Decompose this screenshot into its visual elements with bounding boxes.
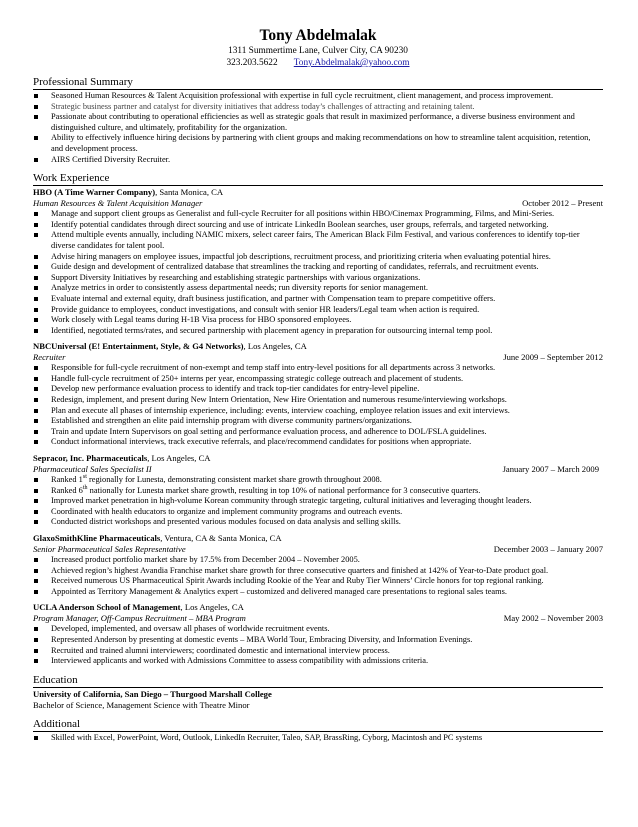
company-location: , Ventura, CA & Santa Monica, CA [160,533,282,543]
job-dates: May 2002 – November 2003 [503,613,603,624]
job-title: Senior Pharmaceutical Sales Representative [33,544,186,554]
bullet-icon [34,558,38,562]
bullet-icon [34,158,38,162]
list-item: Evaluate internal and external equity, draft business justification, and partner with Compensation team to prepare competitive offers. [33,294,603,305]
degree: Bachelor of Science, Management Science with Theatre Minor [33,699,250,710]
list-item: Attend multiple events annually, including NAMIC mixers, select career fairs, The American Black Film Festival, and various conferences to identify top-tier diverse candidates for talent pool. [33,230,603,251]
bullet-icon [34,419,38,423]
company-location: , Los Angeles, CA [147,453,211,464]
company-location: , Los Angeles, CA [180,602,244,613]
employer-line [33,602,603,613]
list-item: Support Diversity Initiatives by researching and establishing strategic partnerships with various organizations. [33,273,603,284]
education-heading: Education [33,673,78,686]
list-item: Conduct informational interviews, track executive referrals, and place/recommend candidates for positions when appropriate. [33,437,603,448]
bullet-icon [34,489,38,493]
section-divider [33,687,603,688]
employer-line [33,453,603,464]
bullet-icon [34,94,38,98]
bullet-icon [34,387,38,391]
list-item: Conducted district workshops and presented various modules focused on data analysis and selling skills. [33,517,603,528]
bullet-icon [34,366,38,370]
list-item: Seasoned Human Resources & Talent Acquisition professional with expertise in full cycle recruitment, client management, and process improvement. [33,91,603,102]
bullet-icon [34,649,38,653]
bullet-icon [34,736,38,740]
bullet-icon [34,223,38,227]
additional-list [33,733,603,744]
section-divider [33,185,603,186]
bullet-icon [34,329,38,333]
company-name: NBCUniversal (E! Entertainment, Style, & G4 Networks) [33,341,244,352]
job-bullets [33,475,603,528]
summary-list [33,91,603,165]
list-item: Analyze metrics in order to consistently assess departmental needs; run diversity reports for senior management. [33,283,603,294]
job-bullets [33,555,603,597]
list-item: Provide guidance to employees, conduct investigations, and consult with senior HR leaders/Legal team when action is required. [33,305,603,316]
contact-line [33,57,603,69]
role-line [33,544,603,555]
list-item: Ranked 1st regionally for Lunesta, demonstrating consistent market share growth throughout 2008. [33,475,603,486]
role-line [33,613,603,624]
list-item: Represented Anderson by presenting at domestic events – MBA World Tour, Embracing Diversity, and Information Evenings. [33,635,603,646]
job-dates: October 2012 – Present [522,198,603,209]
job-title: Human Resources & Talent Acquisition Manager [33,198,203,209]
company-name: Sepracor, Inc. Pharmaceuticals [33,453,148,464]
list-item: Appointed as Territory Management & Analytics expert – customized and delivered managed care presentations to regional sales teams. [33,587,603,598]
section-divider [33,89,603,90]
list-item: Identified, negotiated terms/rates, and secured partnership with placement agency in preparation for outsourcing internal temp pool. [33,326,603,337]
job-title: Recruiter [33,352,66,363]
list-item: Improved market penetration in high-volume Korean community through strategic targeting, cultural initiatives and leveraging thought leaders. [33,496,603,507]
email-link[interactable]: Tony.Abdelmalak@yahoo.com [293,58,410,68]
list-item: Guide design and development of centralized database that streamlines the tracking and reporting of candidates, referrals, and recruitment events. [33,262,603,273]
list-item: Achieved region’s highest Avandia Franchise market share growth for three consecutive quarters and finished at 142% of Year-to-Date product goal. [33,566,603,577]
ordinal-suffix: th [82,484,88,491]
employer-line [33,187,603,198]
bullet-icon [34,255,38,259]
employer-line [33,341,603,352]
summary-heading: Professional Summary [33,76,133,88]
bullet-icon [34,265,38,269]
experience-heading: Work Experience [33,172,110,185]
bullet-icon [34,297,38,301]
bullet-icon [34,377,38,381]
job-title: Pharmaceutical Sales Specialist II [33,464,152,475]
list-item: Ability to effectively influence hiring decisions by partnering with client groups and making recommendations on how to streamline talent acquisition, retention, and development process. [33,133,603,154]
section-divider [33,731,603,732]
role-line [33,198,603,209]
additional-heading: Additional [33,717,81,730]
bullet-icon [34,569,38,573]
list-item: Plan and execute all phases of internship experience, including: events, interview coaching, employee relation issues and exit interviews. [33,406,603,417]
bullet-icon [34,579,38,583]
company-name: GlaxoSmithKline Pharmaceuticals [33,533,161,543]
bullet-icon [34,590,38,594]
resume-page [33,27,603,743]
list-item: Train and update Intern Supervisors on goal setting and performance evaluation process, and adherence to DOL/FSLA guidelines. [33,427,603,438]
bullet-icon [34,499,38,503]
phone-number: 323.203.5622 [226,58,278,68]
list-item: Passionate about contributing to operational efficiencies as well as strategic goals that result in maximized performance, a diverse business environment and distinguished culture, and ultimately, profitability for the organization. [33,112,603,133]
school-name: University of California, San Diego – Thurgood Marshall College [33,688,272,699]
list-item: Identify potential candidates through direct sourcing and use of intricate LinkedIn Boolean searches, user groups, referrals, and targeted networking. [33,220,603,231]
job-dates: June 2009 – September 2012 [503,352,603,363]
bullet-icon [34,212,38,216]
list-item: AIRS Certified Diversity Recruiter. [33,155,603,166]
ordinal-suffix: st [82,474,87,481]
bullet-icon [34,659,38,663]
role-line [33,464,603,475]
list-item: Coordinated with health educators to organize and implement community programs and outreach events. [33,507,603,518]
list-item: Responsible for full-cycle recruitment of non-exempt and temp staff into entry-level positions for all departments across 3 networks. [33,363,603,374]
company-name: HBO (A Time Warner Company) [33,187,156,198]
bullet-icon [34,276,38,280]
job-bullets [33,624,603,666]
list-item: Advise hiring managers on employee issues, impactful job descriptions, recruitment process, and prioritizing criteria when evaluating potential hires. [33,252,603,263]
list-item: Strategic business partner and catalyst for diversity initiatives that address today’s challenges of attracting and retaining talent. [33,102,603,113]
employer-line [33,533,603,544]
company-location: , Santa Monica, CA [155,187,224,198]
bullet-icon [34,115,38,119]
company-location: , Los Angeles, CA [243,341,307,352]
bullet-icon [34,398,38,402]
bullet-icon [34,233,38,237]
list-item: Work closely with Legal teams during H-1B Visa process for HBO sponsored employees. [33,315,603,326]
list-item: Recruited and trained alumni interviewers; coordinated domestic and international interview process. [33,646,603,657]
candidate-name: Tony Abdelmalak [259,27,377,44]
bullet-icon [34,520,38,524]
address: 1311 Summertime Lane, Culver City, CA 90230 [228,46,408,56]
role-line [33,352,603,363]
bullet-icon [34,318,38,322]
list-item: Ranked 6th nationally for Lunesta market share growth, resulting in top 10% of national performance for 3 consecutive quarters. [33,486,603,497]
bullet-icon [34,105,38,109]
bullet-icon [34,627,38,631]
list-item: Handle full-cycle recruitment of 250+ interns per year, encompassing strategic college outreach and placement of students. [33,374,603,385]
job-bullets [33,209,603,336]
bullet-icon [34,510,38,514]
bullet-icon [34,286,38,290]
bullet-icon [34,478,38,482]
list-item: Established and strengthen an elite paid internship program with diverse community partners/organizations. [33,416,603,427]
list-item: Skilled with Excel, PowerPoint, Word, Outlook, LinkedIn Recruiter, Taleo, SAP, BrassRing, Cyborg, Macintosh and PC systems [33,733,603,744]
bullet-icon [34,430,38,434]
list-item: Developed, implemented, and oversaw all phases of worldwide recruitment events. [33,624,603,635]
bullet-icon [34,136,38,140]
list-item: Develop new performance evaluation process to identify and track top-tier candidates for entry-level pipeline. [33,384,603,395]
bullet-icon [34,308,38,312]
list-item: Interviewed applicants and worked with Admissions Committee to assess compatibility with admissions criteria. [33,656,603,667]
company-name: UCLA Anderson School of Management [33,602,181,613]
job-title: Program Manager, Off-Campus Recruitment – MBA Program [33,613,246,624]
bullet-icon [34,638,38,642]
list-item: Manage and support client groups as Generalist and full-cycle Recruiter for all positions within HBO/Cinemax Programming, Films, and Mini-Series. [33,209,603,220]
list-item: Redesign, implement, and present during New Intern Orientation, New Hire Orientation and numerous resume/interviewing workshops. [33,395,603,406]
bullet-icon [34,440,38,444]
job-bullets [33,363,603,448]
job-dates: January 2007 – March 2009 [502,464,599,475]
job-dates: December 2003 – January 2007 [493,544,603,554]
list-item: Increased product portfolio market share by 17.5% from December 2004 – November 2005. [33,555,603,566]
bullet-icon [34,409,38,413]
list-item: Received numerous US Pharmaceutical Spirit Awards including Rookie of the Year and Ruby Tier Winners’ Circle honors for top regional ranking. [33,576,603,587]
